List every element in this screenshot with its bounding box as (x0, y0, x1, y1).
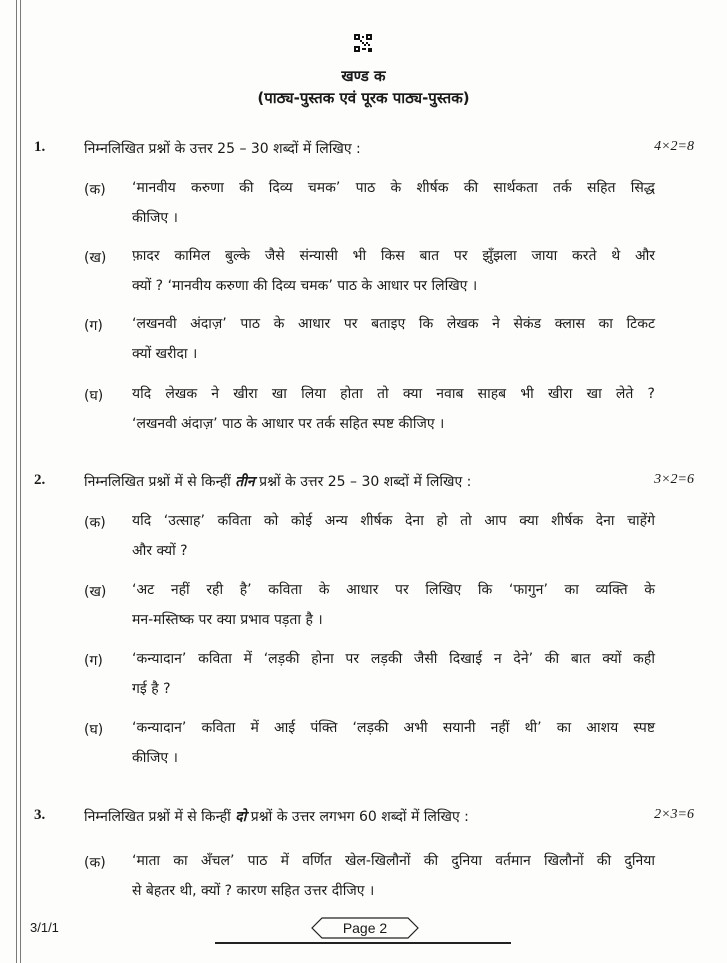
q1-sub-ga (132, 309, 655, 369)
page-number: Page 2 (342, 920, 388, 936)
question-3-text (84, 807, 469, 826)
q1-sub-label: (ख) (84, 250, 107, 266)
question-1-number: 1. (34, 139, 46, 155)
question-1-text: निम्नलिखित प्रश्नों के उत्तर 25 – 30 शब्दों में लिखिए : (84, 141, 361, 157)
question-2-number: 2. (34, 472, 46, 488)
q2-sub-gha (132, 713, 655, 773)
q2-sub-gha-line-2: कीजिए । (132, 750, 178, 766)
paper-code: 3/1/1 (30, 920, 59, 935)
question-2-text-after: प्रश्नों के उत्तर 25 – 30 शब्दों में लिखिए : (259, 474, 472, 490)
q3-sub-ka-line-1: ‘माता का अँचल’ पाठ में वर्णित खेल-खिलौनों की दुनिया वर्तमान खिलौनों की दुनिया (132, 853, 655, 869)
question-2-text-emph: तीन (235, 474, 255, 490)
question-3-number: 3. (34, 807, 46, 823)
q2-sub-label: (ख) (84, 584, 107, 600)
q1-sub-ka (132, 173, 655, 233)
q1-sub-kha (132, 241, 655, 301)
question-1-marks: 4×2=8 (654, 139, 694, 154)
question-3-text-after: प्रश्नों के उत्तर लगभग 60 शब्दों में लिखिए : (250, 809, 469, 825)
margin-rule-right (20, 0, 21, 963)
qr-code-icon (354, 34, 372, 52)
footer-rule (215, 942, 511, 944)
q1-sub-gha-line-1: यदि लेखक ने खीरा खा लिया होता तो क्या नवाब साहब भी खीरा खा लेते ? (132, 386, 655, 402)
question-2-marks: 3×2=6 (654, 472, 694, 487)
q3-sub-ka (132, 846, 655, 906)
question-3-text-before: निम्नलिखित प्रश्नों में से किन्हीं (84, 809, 231, 825)
q2-sub-label: (घ) (84, 722, 104, 738)
section-subtitle: (पाठ्य-पुस्तक एवं पूरक पाठ्य-पुस्तक) (257, 89, 470, 107)
q1-sub-ga-line-2: क्यों खरीदा । (132, 346, 198, 362)
question-3-marks: 2×3=6 (654, 807, 694, 822)
q2-sub-label: (ग) (84, 653, 103, 669)
question-3-text-emph: दो (235, 809, 247, 825)
q2-sub-ka-line-1: यदि ‘उत्साह’ कविता को कोई अन्य शीर्षक देना हो तो आप क्या शीर्षक देना चाहेंगे (132, 513, 655, 529)
q2-sub-ga-line-1: ‘कन्यादान’ कविता में ‘लड़की होना पर लड़की जैसी दिखाई न देने’ की बात क्यों कही (132, 651, 655, 667)
q2-sub-label: (क) (84, 515, 106, 531)
q3-sub-ka-line-2: से बेहतर थी, क्यों ? कारण सहित उत्तर दीजिए । (132, 883, 375, 899)
q1-sub-label: (ग) (84, 318, 103, 334)
q1-sub-kha-line-1: फ़ादर कामिल बुल्के जैसे संन्यासी भी किस बात पर झुँझला जाया करते थे और (132, 248, 655, 264)
section-title: खण्ड क (341, 67, 386, 85)
q2-sub-ka-line-2: और क्यों ? (132, 543, 188, 559)
q1-sub-gha (132, 379, 655, 439)
q2-sub-kha (132, 575, 655, 635)
margin-rule-left (16, 0, 17, 963)
q2-sub-gha-line-1: ‘कन्यादान’ कविता में आई पंक्ति ‘लड़की अभी सयानी नहीं थी’ का आशय स्पष्ट (132, 720, 655, 736)
q1-sub-ka-line-2: कीजिए । (132, 210, 178, 226)
q2-sub-ga (132, 644, 655, 704)
q2-sub-kha-line-2: मन-मस्तिष्क पर क्या प्रभाव पड़ता है । (132, 612, 323, 628)
q1-sub-kha-line-2: क्यों ? ‘मानवीय करुणा की दिव्य चमक’ पाठ के आधार पर लिखिए । (132, 278, 478, 294)
q1-sub-ka-line-1: ‘मानवीय करुणा की दिव्य चमक’ पाठ के शीर्षक की सार्थकता तर्क सहित सिद्ध (132, 180, 655, 196)
question-2-text-before: निम्नलिखित प्रश्नों में से किन्हीं (84, 474, 231, 490)
q1-sub-gha-line-2: ‘लखनवी अंदाज़’ पाठ के आधार पर तर्क सहित स्पष्ट कीजिए । (132, 416, 445, 432)
q1-sub-ga-line-1: ‘लखनवी अंदाज़’ पाठ के आधार पर बताइए कि लेखक ने सेकंड क्लास का टिकट (132, 316, 655, 332)
question-2-text (84, 472, 471, 491)
q1-sub-label: (क) (84, 182, 106, 198)
q3-sub-label: (क) (84, 855, 106, 871)
q2-sub-kha-line-1: ‘अट नहीं रही है’ कविता के आधार पर लिखिए कि ‘फागुन’ का व्यक्ति के (132, 582, 655, 598)
q2-sub-ga-line-2: गई है ? (132, 681, 171, 697)
q2-sub-ka (132, 506, 655, 566)
q1-sub-label: (घ) (84, 388, 104, 404)
